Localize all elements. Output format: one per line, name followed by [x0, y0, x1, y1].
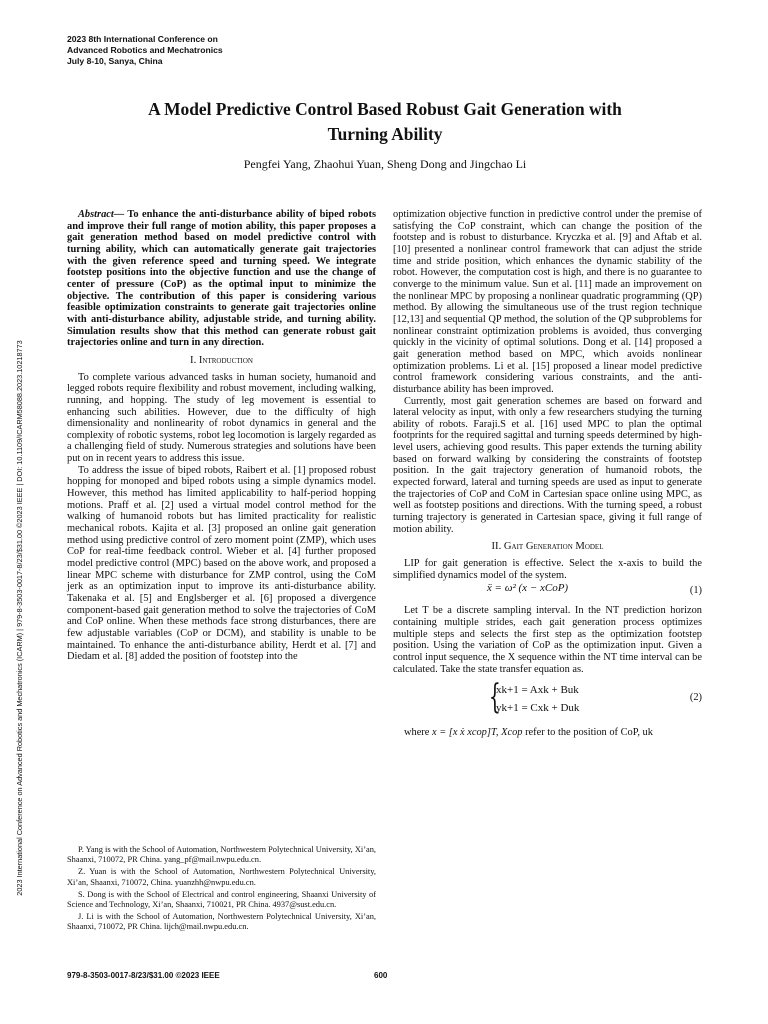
- paper-title: [60, 97, 710, 147]
- footnote-1: P. Yang is with the School of Automation, Northwestern Polytechnical University, Xi’an, Shaanxi, 710072, PR China. yang_pf@mail.nwpu.edu.cn.: [67, 845, 376, 865]
- equation-1: [393, 581, 702, 605]
- abstract-text: To enhance the anti-disturbance ability of biped robots and improve their full range of motion ability, this paper proposes a gait generation method based on model predictive control with turning ability, which can automatically generate gait trajectories with the given reference speed and turning speed. We integrate footstep positions into the objective function and use the change of center of pressure (CoP) as the optimal input to minimize the objective. The contribution of this paper is considering various feasible optimization constraints to generate gait trajectories online with anti-disturbance ability, adjustable stride, and turning ability. Simulation results show that this method can generate robust gait trajectories online and turn in any direction.: [67, 209, 376, 349]
- conference-line-1: 2023 8th International Conference on: [67, 34, 218, 44]
- footnote-3: S. Dong is with the School of Electrical and control engineering, Shaanxi University of Science and Technology, Xi’an, Shaanxi, 710021, PR China. 4937@sust.edu.cn.: [67, 889, 376, 910]
- title-line-2: Turning Ability: [327, 124, 443, 144]
- right-paragraph-2: Currently, most gait generation schemes are based on forward and lateral velocity as input, with only a few researchers studying the turning ability of robots. Faraji.S et al. [16] used MPC to plan the optimal footprints for the required sagittal and turning speeds determined by high-level users, achieving good results. This paper extends the turning ability based on forward walking by considering the constraints of footstep position. In the gait trajectory generation of humanoid robots, the expected forward, lateral and turning speeds are used as input to generate the trajectories of CoP and CoM in Cartesian space online using MPC, as well as footstep positions and directions. With the turning speed, a robust turning trajectory is generated in Cartesian space, giving it full range of motion ability.: [393, 395, 702, 535]
- equation-2: [393, 679, 702, 723]
- author-list: Pengfei Yang, Zhaohui Yuan, Sheng Dong and Jingchao Li: [243, 157, 527, 171]
- intro-paragraph-2: To address the issue of biped robots, Raibert et al. [1] proposed robust hopping for monoped and biped robots using a simple dynamics model. However, this method has limited applicability to half-period hopping motions. Praff et al. [2] used a virtual model control method for the walking of humanoid robots but has limited practicality for realistic mechanical robots. Kajita et al. [3] proposed an online gait generation method using predictive control of zero moment point (ZMP), which uses CoP for real-time feedback control. Wieber et al. [4] further proposed model predictive control (MPC) based on the above work, and proposed a linear MPC scheme with disturbance for ZMP control, using the CoM jerk as an optimization input to improve its anti-disturbance ability. Takenaka et al. [5] and Englsberger et al. [6] proposed a divergence component-based gait generation method to solve the trajectories of CoM and CoP online. When these methods face strong disturbances, there are few adjustable variables (CoP or DCM), and stability is unable to be maintained. To enhance the anti-disturbance ability, Herdt et al. [7] and Diedam et al. [8] added the position of footstep into the: [67, 464, 376, 663]
- equation-2-number: (2): [689, 692, 702, 704]
- section-heading-gait-model: II. Gait Generation Model: [491, 541, 604, 553]
- where-math: x = [x ẋ xcop]T, Xcop: [431, 727, 523, 739]
- equation-1-body: ẍ = ω² (x − xCoP): [486, 582, 569, 595]
- title-line-1: A Model Predictive Control Based Robust Gait Generation with: [148, 99, 622, 119]
- right-paragraph-5: [393, 727, 702, 739]
- conference-line-3: July 8-10, Sanya, China: [67, 56, 163, 67]
- conference-header: [67, 34, 223, 68]
- footnote-2: Z. Yuan is with the School of Automation, Northwestern Polytechnical University, Xi’an, Shaanxi, 710072, China. yuanzhh@nwpu.edu.cn.: [67, 867, 376, 887]
- intro-paragraph-1: To complete various advanced tasks in human society, humanoid and legged robots require flexibility and robust movement, including walking, running, and hopping. The study of leg movement is essential to enhancing such abilities. However, due to the difficulty of high dimensionality and nonlinearity of robot dynamics in general and the complexity of robotic systems, robot leg locomotion is largely regarded as a challenging field of study. Numerous strategies and solutions have been put on in recent years to address this issue.: [67, 371, 376, 465]
- equation-2-line-1: xk+1 = Axk + Buk: [496, 684, 579, 697]
- right-column: [393, 209, 702, 739]
- author-footnotes: [67, 845, 376, 935]
- where-text-b: refer to the position of CoP, uk: [522, 727, 653, 739]
- copyright-footer: 979-8-3503-0017-8/23/$31.00 ©2023 IEEE: [67, 971, 220, 980]
- right-paragraph-3: LIP for gait generation is effective. Select the x-axis to build the simplified dynamics model of the system.: [393, 558, 702, 581]
- doi-sidebar: 2023 International Conference on Advanced Robotics and Mechatronics (ICARM) | 979-8-3503-0017-8/23/$31.00 ©2023 IEEE | DOI: 10.1109/ICARM58088.2023.10218773: [15, 340, 24, 896]
- equation-2-lines: [496, 681, 579, 717]
- conference-line-2: Advanced Robotics and Mechatronics: [67, 45, 223, 56]
- equation-2-brace: {: [488, 677, 501, 718]
- page-number: 600: [374, 971, 388, 980]
- left-column: [67, 209, 376, 663]
- right-paragraph-1: optimization objective function in predictive control under the premise of satisfying the CoP constraint, which can change the position of the footstep and is robust to disturbance. Kryczka et al. [9] and Aftab et al. [10] presented a nonlinear control framework that can adjust the stride time and stride position, which enhances the dynamic stability of the robot. However, the computation cost is high, and there is no guarantee to converge to the minimum value. Sun et al. [11] made an improvement on the nonlinear MPC by proposing a nonlinear quadratic programming (QP) method. By allowing the simultaneous use of the trust region technique [12,13] and sequential QP method, the solution of the QP subproblems for nonlinear constraint optimization problems is avoided, thus converging quickly in the vicinity of optimal solutions. Dong et al. [14] proposed a gait generation method based on MPC, which avoids nonlinear optimization problems. Li et al. [15] proposed a linear model predictive control framework considering various constraints, and the anti-disturbance ability has been improved.: [393, 209, 702, 395]
- section-heading-introduction: I. Introduction: [190, 354, 253, 366]
- right-paragraph-4: Let T be a discrete sampling interval. In the NT prediction horizon containing multiple strides, each gait generation process optimizes multiple steps and selects the first step as the optimization footstep position. Using the variation of CoP as the optimization input. Given a control input sequence, the X sequence within the NT time interval can be calculated. Take the state transfer equation as.: [393, 605, 702, 675]
- abstract: [67, 209, 376, 349]
- footnote-4: J. Li is with the School of Automation, Northwestern Polytechnical University, Xi’an, Shaanxi, 710072, PR China. lijch@mail.nwpu.edu.cn.: [67, 912, 376, 932]
- abstract-heading: Abstract—: [78, 209, 125, 220]
- where-text-a: where: [404, 727, 432, 739]
- equation-2-line-2: yk+1 = Cxk + Duk: [496, 702, 580, 715]
- equation-1-number: (1): [689, 585, 702, 597]
